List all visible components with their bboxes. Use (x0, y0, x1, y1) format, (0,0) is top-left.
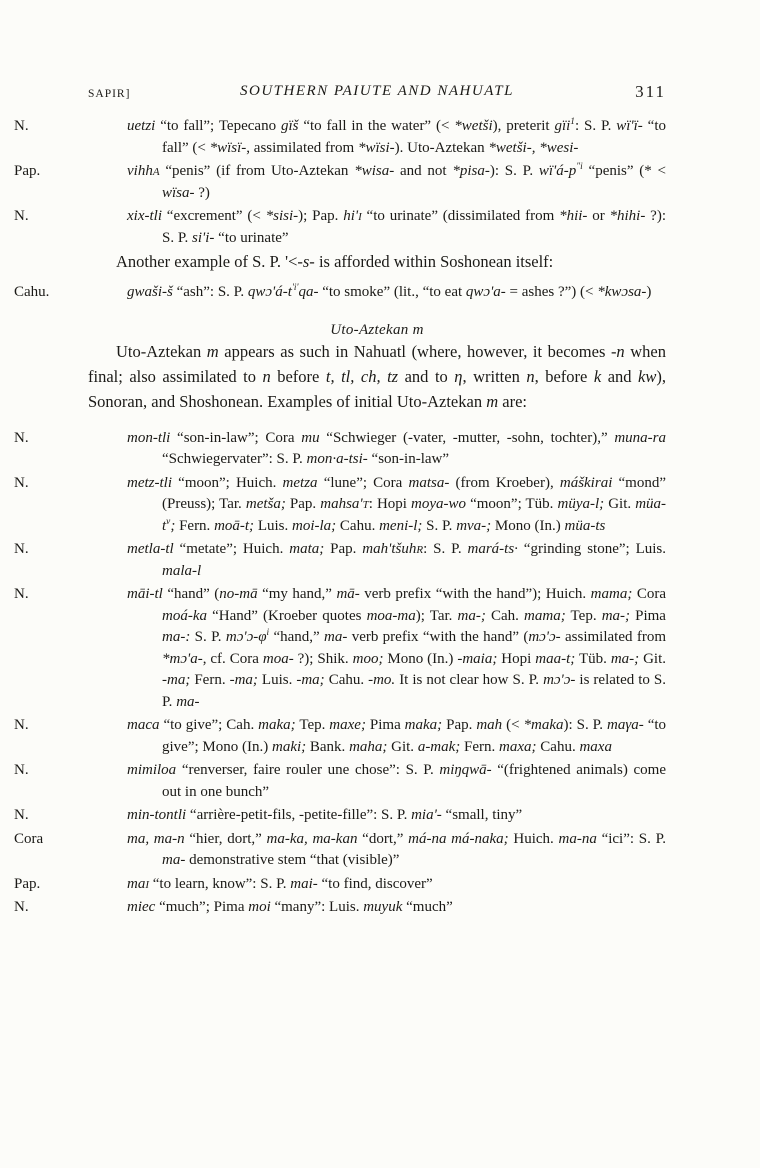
entry-text: ma, ma-n “hier, dort,” ma-ka, ma-kan “dort,” má-na má-naka; Huich. ma-na “ici”: S. P. ma- demonstrative stem “that (visible)” (127, 830, 666, 868)
entry-row (14, 874, 666, 896)
entry-text: maca “to give”; Cah. maka; Tep. maxe; Pima maka; Pap. mah (< *maka): S. P. maγa- “to give”; Mono (In.) maki; Bank. maha; Git. a-mak; Fern. maxa; Cahu. maxa (127, 717, 667, 755)
entry-row (14, 473, 667, 538)
entry-row (14, 715, 667, 758)
entry-text: miec “much”; Pima moi “many”: Luis. muyuk “much” (127, 899, 453, 915)
body-paragraph: Another example of S. P. '<-s- is afforded within Soshonean itself: (116, 252, 554, 271)
entry-row (14, 829, 666, 872)
entry-row (14, 282, 666, 304)
entry-language-label: N. (14, 717, 29, 733)
entry-language-label: Cora (14, 830, 44, 847)
running-header (88, 0, 666, 100)
entry-language-label: N. (14, 541, 29, 557)
entry-text: mimiloa “renverser, faire rouler une chose”: S. P. miŋqwā- “(frightened animals) come out in one bunch” (127, 762, 666, 800)
entry-language-label: N. (14, 807, 29, 823)
entry-row (14, 760, 666, 803)
entry-language-label: Pap. (14, 875, 41, 892)
section-heading: Uto-Aztekan m (330, 321, 424, 338)
entry-row (14, 897, 666, 919)
entry-language-label: N. (14, 118, 29, 134)
cahuilla-entry-block (14, 282, 666, 304)
entry-text: metz-tli “moon”; Huich. metza “lune”; Cora matsa- (from Kroeber), máškirai “mond” (Preuss); Tar. metša; Pap. mahsa't: Hopi moya-wo “moon”; Tüb. müya-l; Git. müa-$t^v$; Fern. moā-t; Luis. moi-la; Cahu. meni-l; S. P. mva-; Mono (In.) müa-ts (127, 474, 667, 534)
entry-language-label: N. (14, 899, 29, 915)
entry-row (14, 584, 667, 713)
entry-row (14, 116, 666, 159)
running-header-author: SAPIR] (88, 88, 131, 100)
entry-text: min-tontli “arrière-petit-fils, -petite-fille”: S. P. mia'- “small, tiny” (127, 807, 523, 823)
entry-text: mai “to learn, know”: S. P. mai- “to find, discover” (127, 875, 433, 892)
entry-text: mon-tli “son-in-law”; Cora mu “Schwieger (-vater, -mutter, -sohn, tochter),” muna-ra “Schwiegervater”: S. P. mon·a-tsi- “son-in-law” (127, 429, 666, 467)
body-paragraph: Uto-Aztekan m appears as such in Nahuatl (where, however, it becomes -n when final; also assimilated to n before t, tl, ch, tz and to η, written n, before k and kw), Sonoran, and Shoshonean. Examples of initial Uto-Aztekan m are: (88, 341, 667, 411)
entry-text: māi-tl “hand” (no-mā “my hand,” mā- verb prefix “with the hand”); Huich. mama; Cora moá-ka “Hand” (Kroeber quotes moa-ma); Tar. ma-; Cah. mama; Tep. ma-; Pima ma-: S. P. $mɔ'ɔ-\varphi^i$ “hand,” ma- verb prefix “with the hand” (mɔ'ɔ- assimilated from *mɔ'a-, cf. Cora moa- ?); Shik. moo; Mono (In.) -maia; Hopi maa-t; Tüb. ma-; Git. -ma; Fern. -ma; Luis. -ma; Cahu. -mo. It is not clear how S. P. mɔ'ɔ- is related to S. P. ma- (127, 586, 667, 710)
entry-text: metla-tl “metate”; Huich. mata; Pap. mah'tšuhr: S. P. mará-ts· “grinding stone”; Luis. mala-l (127, 541, 667, 579)
entry-text: gwaši-š “ash”: S. P. $qwɔ'á-t^{'i'}qa-$ “to smoke” (lit., “to eat qwɔ'a- = ashes ?”) (< *kwɔsa-) (127, 283, 652, 300)
entry-row (14, 428, 666, 471)
entry-row (14, 805, 666, 827)
text-block (14, 0, 667, 919)
entry-language-label: N. (14, 762, 29, 778)
entry-row (14, 206, 666, 249)
entry-text: xix-tli “excrement” (< *sisi-); Pap. hi'i “to urinate” (dissimilated from *hii- or *hihi- ?): S. P. si'i- “to urinate” (127, 208, 666, 246)
entry-language-label: N. (14, 474, 29, 491)
entry-language-label: Cahu. (14, 284, 50, 300)
entry-language-label: N. (14, 208, 29, 224)
entry-row (14, 161, 667, 204)
page-number: 311 (635, 82, 666, 101)
entry-language-label: Pap. (14, 163, 41, 179)
running-header-title: SOUTHERN PAIUTE AND NAHUATL (240, 83, 514, 99)
cognate-entry-list-m (14, 428, 667, 919)
entry-text: uetzi “to fall”; Tepecano gïš “to fall in the water” (< *wetši), preterit gïi$^1$: S. P. wï'ï- “to fall” (< *wïsï-, assimilated from *wïsi-). Uto-Aztekan *wetši-, *wesi- (127, 117, 666, 156)
entry-language-label: N. (14, 586, 29, 602)
entry-text: vihha “penis” (if from Uto-Aztekan *wisa- and not *pisa-): S. P. $wï'á-p^{"i}$ “penis” (* < wïsa- ?) (127, 162, 667, 201)
entry-language-label: N. (14, 429, 29, 446)
cognate-entry-list-top (14, 116, 667, 249)
entry-row (14, 539, 667, 582)
